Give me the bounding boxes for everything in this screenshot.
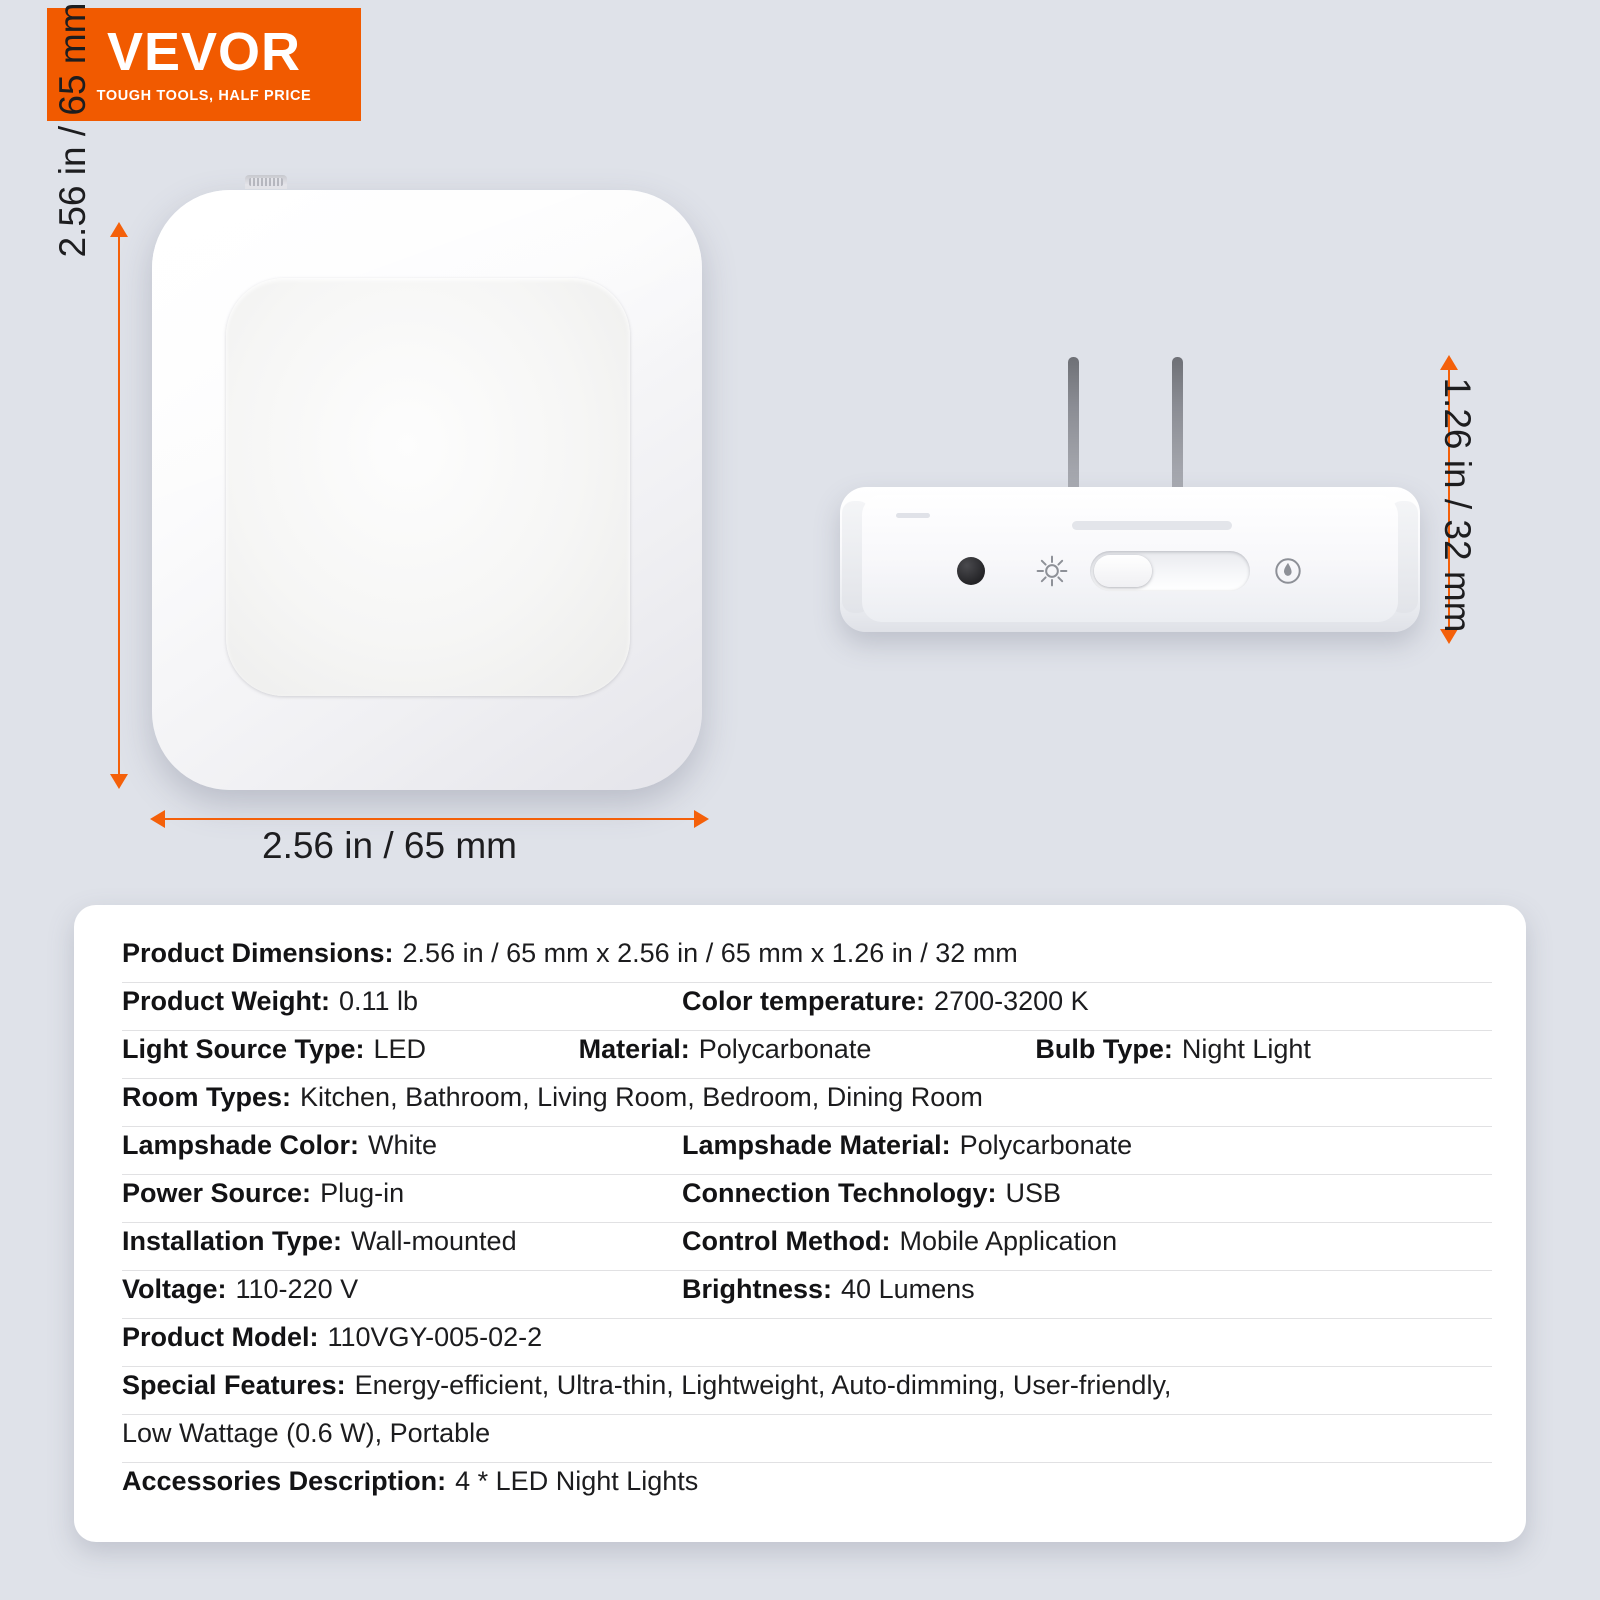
width-arrow-head-left	[150, 810, 165, 828]
spec-key: Special Features:	[122, 1370, 346, 1400]
spec-row	[122, 1367, 1492, 1415]
spec-cell	[122, 1274, 682, 1305]
brightness-sun-icon	[1034, 553, 1070, 589]
brand-tagline: TOUGH TOOLS, HALF PRICE	[96, 88, 312, 104]
spec-cell	[122, 1130, 682, 1161]
side-highlight-line	[1072, 521, 1232, 530]
spec-key: Installation Type:	[122, 1226, 343, 1256]
spec-cell	[579, 1034, 1036, 1065]
spec-value: LED	[373, 1034, 427, 1064]
vent-ridges	[249, 178, 283, 186]
spec-value: Low Wattage (0.6 W), Portable	[122, 1418, 491, 1448]
specifications-table	[122, 935, 1492, 1511]
spec-cell	[122, 986, 682, 1017]
spec-cell	[122, 1034, 579, 1065]
dimmer-drop-icon	[1270, 553, 1306, 589]
spec-value: Night Light	[1181, 1034, 1311, 1064]
spec-value: White	[368, 1130, 438, 1160]
side-notch	[896, 513, 930, 518]
spec-value: Mobile Application	[899, 1226, 1118, 1256]
night-light-top-vent	[245, 175, 287, 189]
side-face	[862, 495, 1398, 622]
night-light-side-body	[840, 487, 1420, 632]
specifications-card	[74, 905, 1526, 1542]
spec-row	[122, 1079, 1492, 1127]
height-arrow-head-bottom	[110, 774, 128, 789]
spec-key: Lampshade Material:	[682, 1130, 951, 1160]
spec-value: Kitchen, Bathroom, Living Room, Bedroom, Dining Room	[300, 1082, 983, 1112]
dimension-height-label: 2.56 in / 65 mm	[52, 2, 93, 258]
spec-cell	[122, 1418, 1492, 1449]
spec-value: Wall-mounted	[351, 1226, 517, 1256]
spec-cell	[122, 1370, 1492, 1401]
width-arrow-line	[164, 818, 696, 820]
spec-cell	[1035, 1034, 1492, 1065]
spec-row	[122, 1031, 1492, 1079]
spec-value: 40 Lumens	[841, 1274, 975, 1304]
spec-row	[122, 1223, 1492, 1271]
night-light-front-body	[152, 190, 702, 790]
spec-key: Connection Technology:	[682, 1178, 997, 1208]
spec-cell	[122, 1082, 1492, 1113]
spec-cell	[682, 1226, 1242, 1257]
spec-key: Voltage:	[122, 1274, 227, 1304]
spec-value: USB	[1005, 1178, 1062, 1208]
plug-prong-left	[1068, 357, 1079, 499]
spec-key: Material:	[578, 1034, 690, 1064]
spec-cell	[122, 938, 1492, 969]
spec-cell	[682, 1178, 1242, 1209]
dimension-width-label: 2.56 in / 65 mm	[262, 825, 518, 866]
spec-key: Product Dimensions:	[122, 938, 394, 968]
spec-key: Control Method:	[682, 1226, 891, 1256]
night-light-diffuser-panel	[226, 278, 630, 696]
spec-value: 2700-3200 K	[934, 986, 1089, 1016]
spec-cell	[122, 1178, 682, 1209]
light-sensor-icon	[957, 557, 985, 585]
spec-key: Color temperature:	[682, 986, 926, 1016]
dimension-depth-label: 1.26 in / 32 mm	[1437, 377, 1478, 633]
spec-cell	[122, 1466, 1492, 1497]
spec-cell	[682, 1274, 1242, 1305]
brand-name: VEVOR	[106, 22, 302, 82]
spec-key: Power Source:	[122, 1178, 312, 1208]
spec-value: 110VGY-005-02-2	[327, 1322, 543, 1352]
height-arrow-head-top	[110, 222, 128, 237]
spec-row	[122, 1415, 1492, 1463]
spec-value: 110-220 V	[235, 1274, 359, 1304]
spec-value: Energy-efficient, Ultra-thin, Lightweight, Auto-dimming, User-friendly,	[354, 1370, 1172, 1400]
spec-row	[122, 1175, 1492, 1223]
spec-cell	[682, 1130, 1242, 1161]
spec-cell	[122, 1322, 1492, 1353]
slider-knob[interactable]	[1094, 555, 1152, 587]
spec-cell	[682, 986, 1242, 1017]
spec-value: Polycarbonate	[698, 1034, 872, 1064]
spec-key: Brightness:	[682, 1274, 833, 1304]
spec-key: Product Weight:	[122, 986, 330, 1016]
spec-key: Product Model:	[122, 1322, 319, 1352]
plug-prong-right	[1172, 357, 1183, 499]
spec-value: 2.56 in / 65 mm x 2.56 in / 65 mm x 1.26 in / 32 mm	[402, 938, 1018, 968]
spec-key: Room Types:	[122, 1082, 292, 1112]
spec-value: 4 * LED Night Lights	[455, 1466, 699, 1496]
spec-key: Light Source Type:	[122, 1034, 365, 1064]
spec-key: Lampshade Color:	[122, 1130, 360, 1160]
spec-row	[122, 983, 1492, 1031]
brightness-slider[interactable]	[1090, 551, 1250, 591]
spec-cell	[122, 1226, 682, 1257]
spec-value: Plug-in	[320, 1178, 405, 1208]
spec-row	[122, 1127, 1492, 1175]
spec-key: Bulb Type:	[1035, 1034, 1173, 1064]
spec-value: Polycarbonate	[959, 1130, 1133, 1160]
height-arrow-line	[118, 236, 120, 774]
spec-row	[122, 1319, 1492, 1367]
spec-row	[122, 1271, 1492, 1319]
spec-row	[122, 1463, 1492, 1511]
spec-key: Accessories Description:	[122, 1466, 447, 1496]
width-arrow-head-right	[694, 810, 709, 828]
spec-row	[122, 935, 1492, 983]
spec-value: 0.11 lb	[338, 986, 419, 1016]
